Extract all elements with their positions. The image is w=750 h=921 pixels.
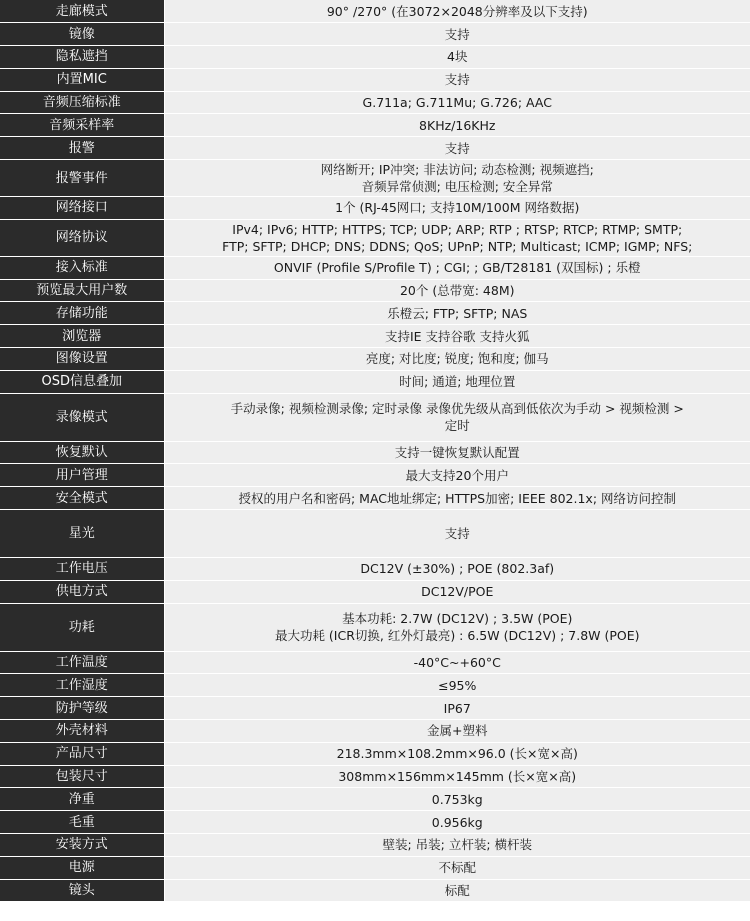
spec-value: 支持 [164,137,750,160]
spec-label: 存储功能 [0,302,164,325]
spec-value: 0.753kg [164,788,750,811]
spec-row [0,91,750,114]
spec-value: 8KHz/16KHz [164,114,750,137]
spec-row [0,197,750,220]
spec-value: ONVIF (Profile S/Profile T) ; CGI; ; GB/T28181 (双国标) ; 乐橙 [164,256,750,279]
spec-row [0,811,750,834]
spec-value: 时间; 通道; 地理位置 [164,370,750,393]
spec-value: 20个 (总带宽: 48M) [164,279,750,302]
spec-value: IP67 [164,697,750,720]
spec-value: 支持IE 支持谷歌 支持火狐 [164,325,750,348]
spec-row [0,580,750,603]
spec-label: 内置MIC [0,68,164,91]
spec-label: 报警事件 [0,160,164,197]
spec-row [0,137,750,160]
spec-label: 供电方式 [0,580,164,603]
spec-row [0,674,750,697]
spec-label: 安全模式 [0,487,164,510]
spec-label: 网络协议 [0,219,164,256]
spec-value: DC12V/POE [164,580,750,603]
spec-value: 壁装; 吊装; 立杆装; 横杆装 [164,834,750,857]
spec-label: 安装方式 [0,834,164,857]
spec-value: 标配 [164,879,750,902]
spec-row [0,697,750,720]
spec-row [0,765,750,788]
spec-label: 工作温度 [0,651,164,674]
spec-row [0,0,750,23]
spec-label: 报警 [0,137,164,160]
spec-value: 乐橙云; FTP; SFTP; NAS [164,302,750,325]
spec-row [0,348,750,371]
spec-label: 接入标准 [0,256,164,279]
spec-label: 外壳材料 [0,720,164,743]
spec-value: 手动录像; 视频检测录像; 定时录像 录像优先级从高到低依次为手动 > 视频检测 > 定时 [164,393,750,441]
spec-row [0,464,750,487]
spec-row [0,160,750,197]
spec-row [0,788,750,811]
spec-label: 工作电压 [0,558,164,581]
spec-row [0,256,750,279]
spec-label: 图像设置 [0,348,164,371]
spec-value: 4块 [164,46,750,69]
spec-value: 亮度; 对比度; 锐度; 饱和度; 伽马 [164,348,750,371]
spec-row [0,302,750,325]
spec-row [0,834,750,857]
spec-label: 恢复默认 [0,441,164,464]
spec-value: 1个 (RJ-45网口; 支持10M/100M 网络数据) [164,197,750,220]
spec-row [0,393,750,441]
spec-value: -40°C~+60°C [164,651,750,674]
spec-label: 净重 [0,788,164,811]
spec-row [0,23,750,46]
spec-label: 功耗 [0,603,164,651]
spec-value: 支持 [164,68,750,91]
spec-value: 最大支持20个用户 [164,464,750,487]
spec-label: 包装尺寸 [0,765,164,788]
spec-row [0,651,750,674]
spec-value: 不标配 [164,856,750,879]
spec-row [0,441,750,464]
spec-label: 隐私遮挡 [0,46,164,69]
spec-label: OSD信息叠加 [0,370,164,393]
spec-value: IPv4; IPv6; HTTP; HTTPS; TCP; UDP; ARP; RTP ; RTSP; RTCP; RTMP; SMTP; FTP; SFTP; DHCP; DNS; DDNS; QoS; UPnP; NTP; Multicast; ICMP; IGMP; NFS; [164,219,750,256]
spec-row [0,720,750,743]
spec-value: 金属+塑料 [164,720,750,743]
spec-row [0,279,750,302]
spec-value: 支持 [164,510,750,558]
spec-row [0,219,750,256]
spec-row [0,603,750,651]
spec-row [0,370,750,393]
spec-value: G.711a; G.711Mu; G.726; AAC [164,91,750,114]
spec-row [0,114,750,137]
spec-label: 毛重 [0,811,164,834]
spec-value: 0.956kg [164,811,750,834]
spec-row [0,68,750,91]
spec-label: 预览最大用户数 [0,279,164,302]
spec-label: 浏览器 [0,325,164,348]
spec-row [0,46,750,69]
spec-row [0,487,750,510]
spec-row [0,879,750,902]
spec-label: 电源 [0,856,164,879]
spec-label: 网络接口 [0,197,164,220]
spec-label: 防护等级 [0,697,164,720]
spec-row [0,510,750,558]
spec-value: 授权的用户名和密码; MAC地址绑定; HTTPS加密; IEEE 802.1x; 网络访问控制 [164,487,750,510]
spec-row [0,558,750,581]
spec-value: 网络断开; IP冲突; 非法访问; 动态检测; 视频遮挡; 音频异常侦测; 电压检测; 安全异常 [164,160,750,197]
spec-label: 星光 [0,510,164,558]
spec-label: 音频压缩标准 [0,91,164,114]
spec-row [0,856,750,879]
spec-label: 产品尺寸 [0,742,164,765]
spec-value: 基本功耗: 2.7W (DC12V) ; 3.5W (POE) 最大功耗 (ICR切换, 红外灯最亮) : 6.5W (DC12V) ; 7.8W (POE) [164,603,750,651]
spec-label: 走廊模式 [0,0,164,23]
spec-value: ≤95% [164,674,750,697]
spec-value: DC12V (±30%) ; POE (802.3af) [164,558,750,581]
spec-label: 镜头 [0,879,164,902]
spec-label: 工作湿度 [0,674,164,697]
spec-label: 镜像 [0,23,164,46]
spec-value: 支持一键恢复默认配置 [164,441,750,464]
spec-row [0,742,750,765]
spec-label: 音频采样率 [0,114,164,137]
spec-row [0,325,750,348]
spec-label: 用户管理 [0,464,164,487]
spec-value: 308mm×156mm×145mm (长×宽×高) [164,765,750,788]
spec-label: 录像模式 [0,393,164,441]
spec-value: 218.3mm×108.2mm×96.0 (长×宽×高) [164,742,750,765]
spec-value: 90° /270° (在3072×2048分辨率及以下支持) [164,0,750,23]
spec-value: 支持 [164,23,750,46]
